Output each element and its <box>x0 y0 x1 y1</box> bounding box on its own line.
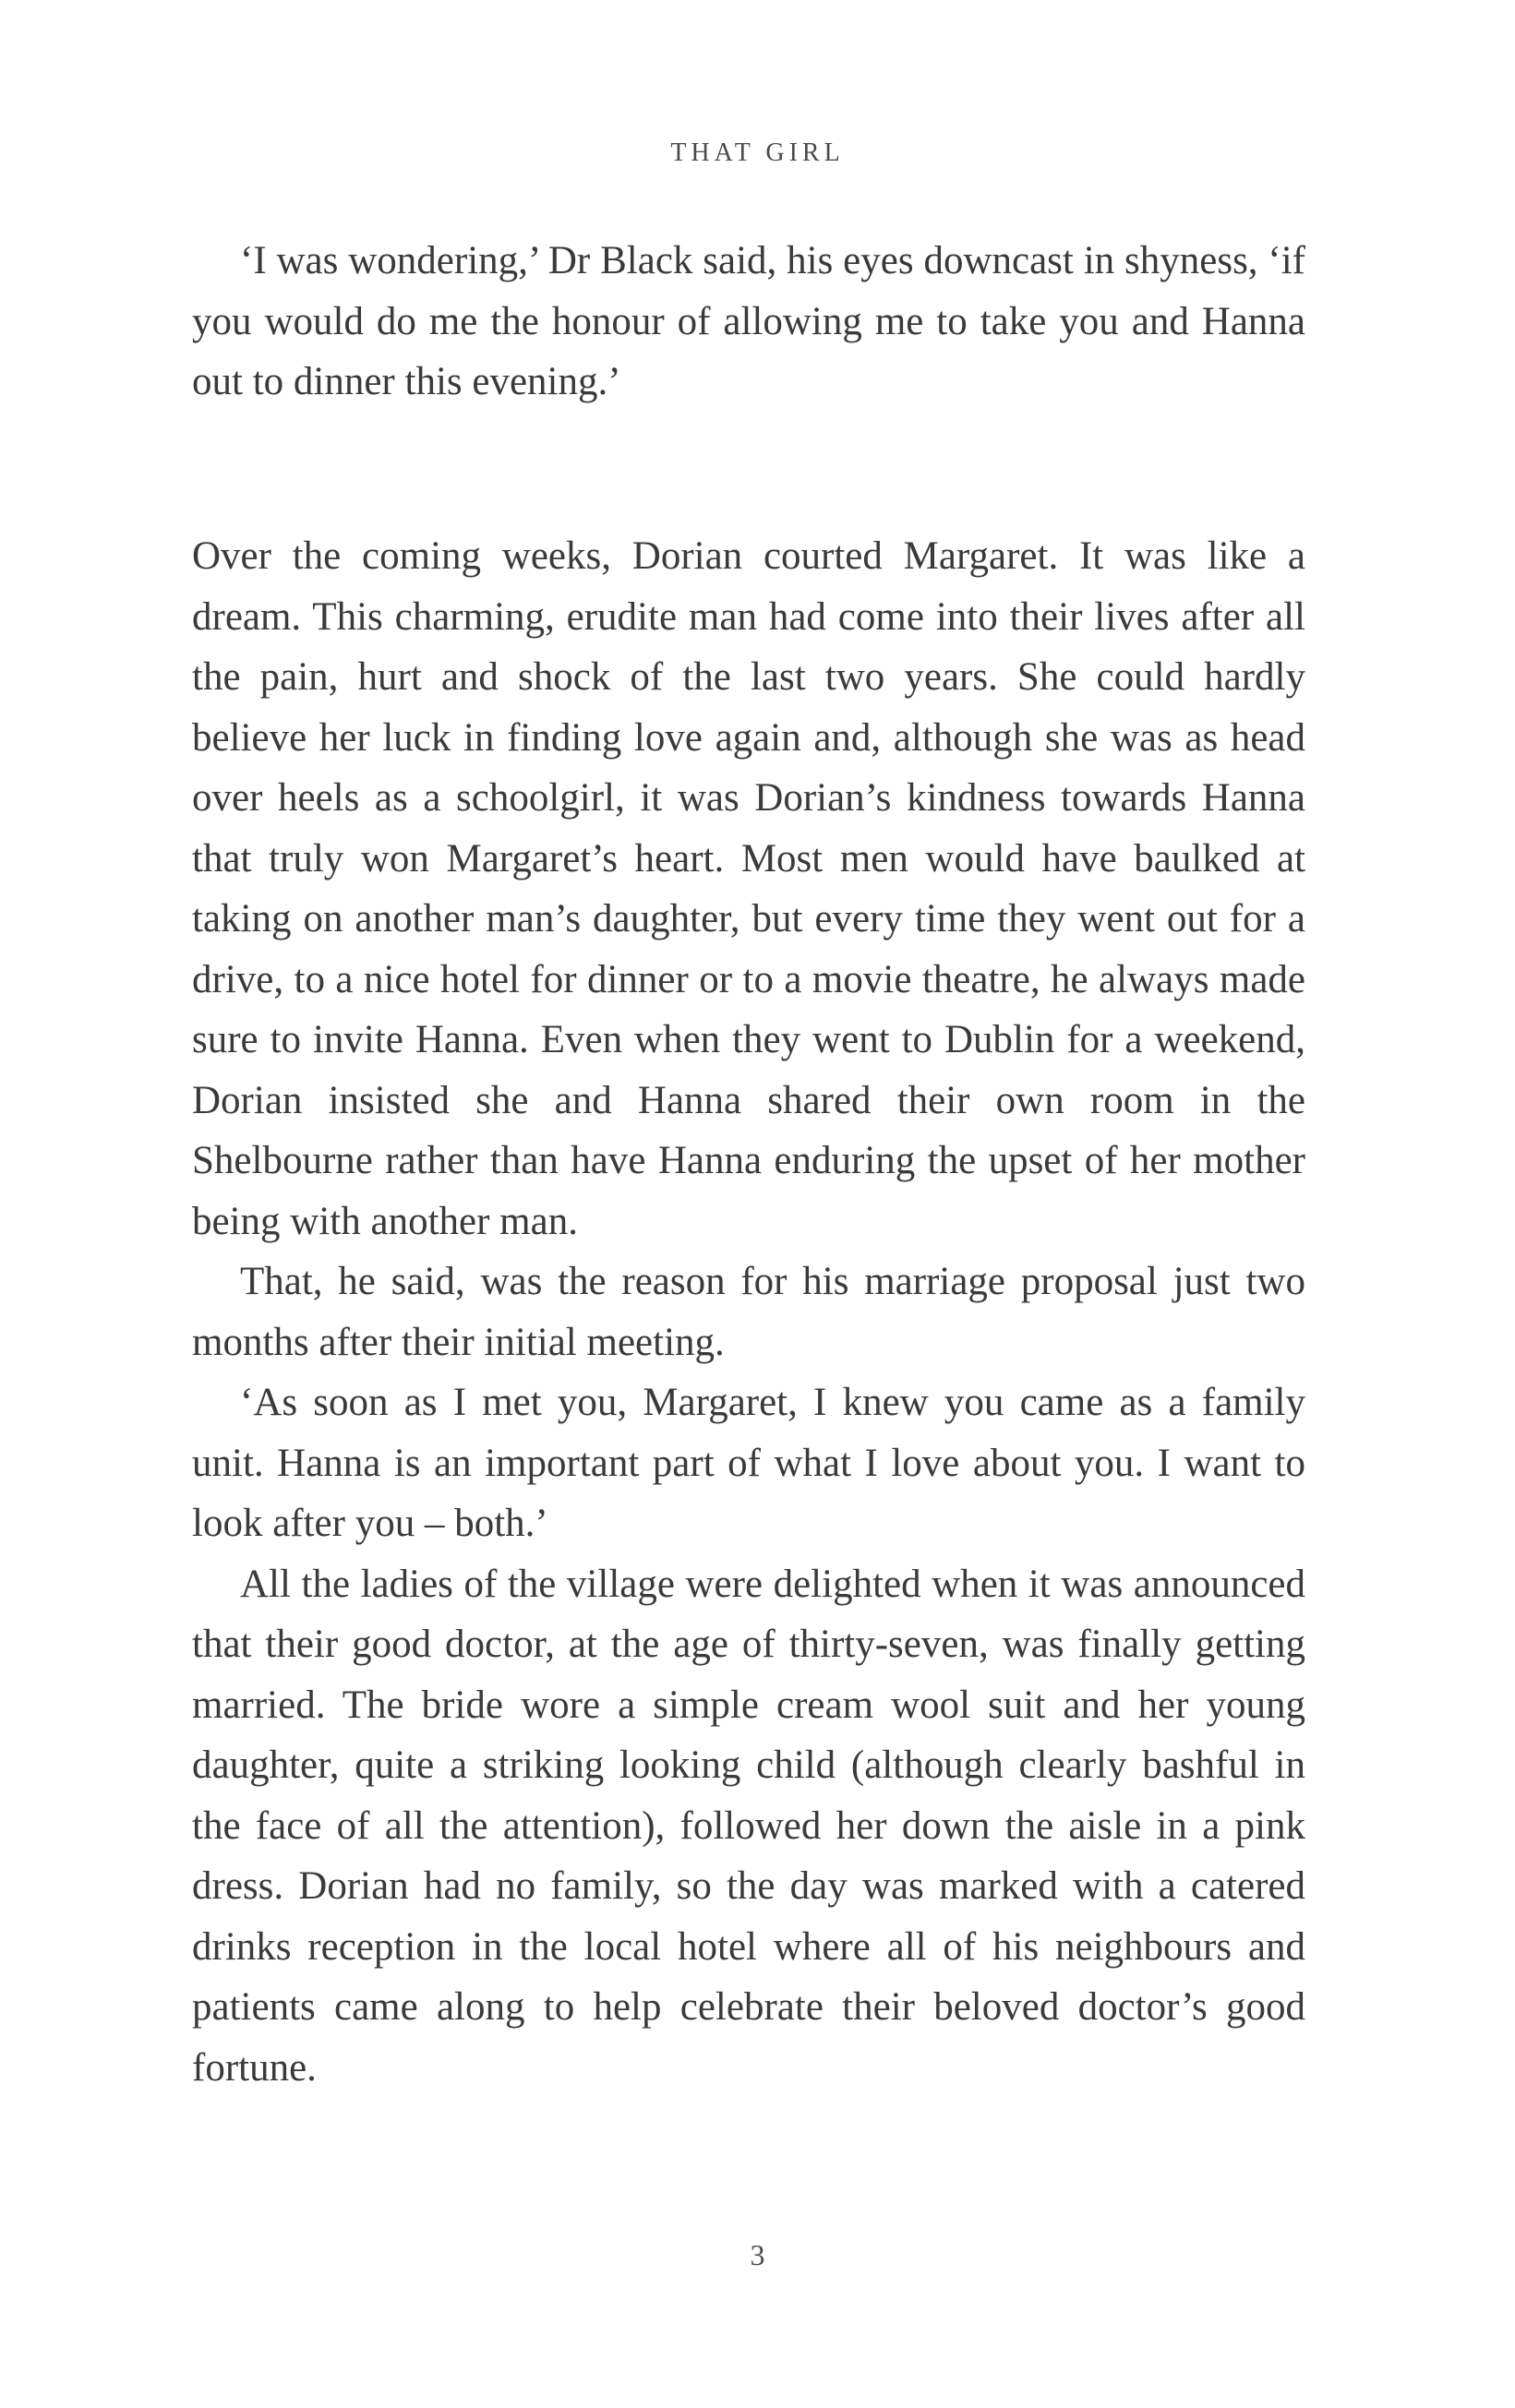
running-head: THAT GIRL <box>670 138 845 167</box>
page-number: 3 <box>750 2238 765 2271</box>
paragraph-proposal: That, he said, was the reason for his marriage proposal just two months after their initial meeting. <box>192 1260 1305 1364</box>
paragraph-invitation: ‘I was wondering,’ Dr Black said, his eyes downcast in shyness, ‘if you would do me the honour of allowing me to take you and Hanna out to dinner this evening.’ <box>192 239 1305 403</box>
main-passage <box>192 526 1305 2098</box>
opening-passage <box>192 231 1305 413</box>
paragraph-courtship: Over the coming weeks, Dorian courted Margaret. It was like a dream. This charming, erudite man had come into their lives after all the pain, hurt and shock of the last two years. She could hardly believe her luck in finding love again and, although she was as head over heels as a schoolgirl, it was Dorian’s kindness towards Hanna that truly won Margaret’s heart. Most men would have baulked at taking on another man’s daughter, but every time they went out for a drive, to a nice hotel for dinner or to a movie theatre, he always made sure to invite Hanna. Even when they went to Dublin for a weekend, Dorian insisted she and Hanna shared their own room in the Shelbourne rather than have Hanna enduring the upset of her mother being with another man. <box>192 534 1305 1243</box>
paragraph-dialogue: ‘As soon as I met you, Margaret, I knew you came as a family unit. Hanna is an important part of what I love about you. I want to look after you – both.’ <box>192 1381 1305 1545</box>
paragraph-wedding: All the ladies of the village were delighted when it was announced that their good doctor, at the age of thirty-seven, was finally getting married. The bride wore a simple cream wool suit and her young daughter, quite a striking looking child (although clearly bashful in the face of all the attention), followed her down the aisle in a pink dress. Dorian had no family, so the day was marked with a catered drinks reception in the local hotel where all of his neighbours and patients came along to help celebrate their beloved doctor’s good fortune. <box>192 1562 1305 2090</box>
